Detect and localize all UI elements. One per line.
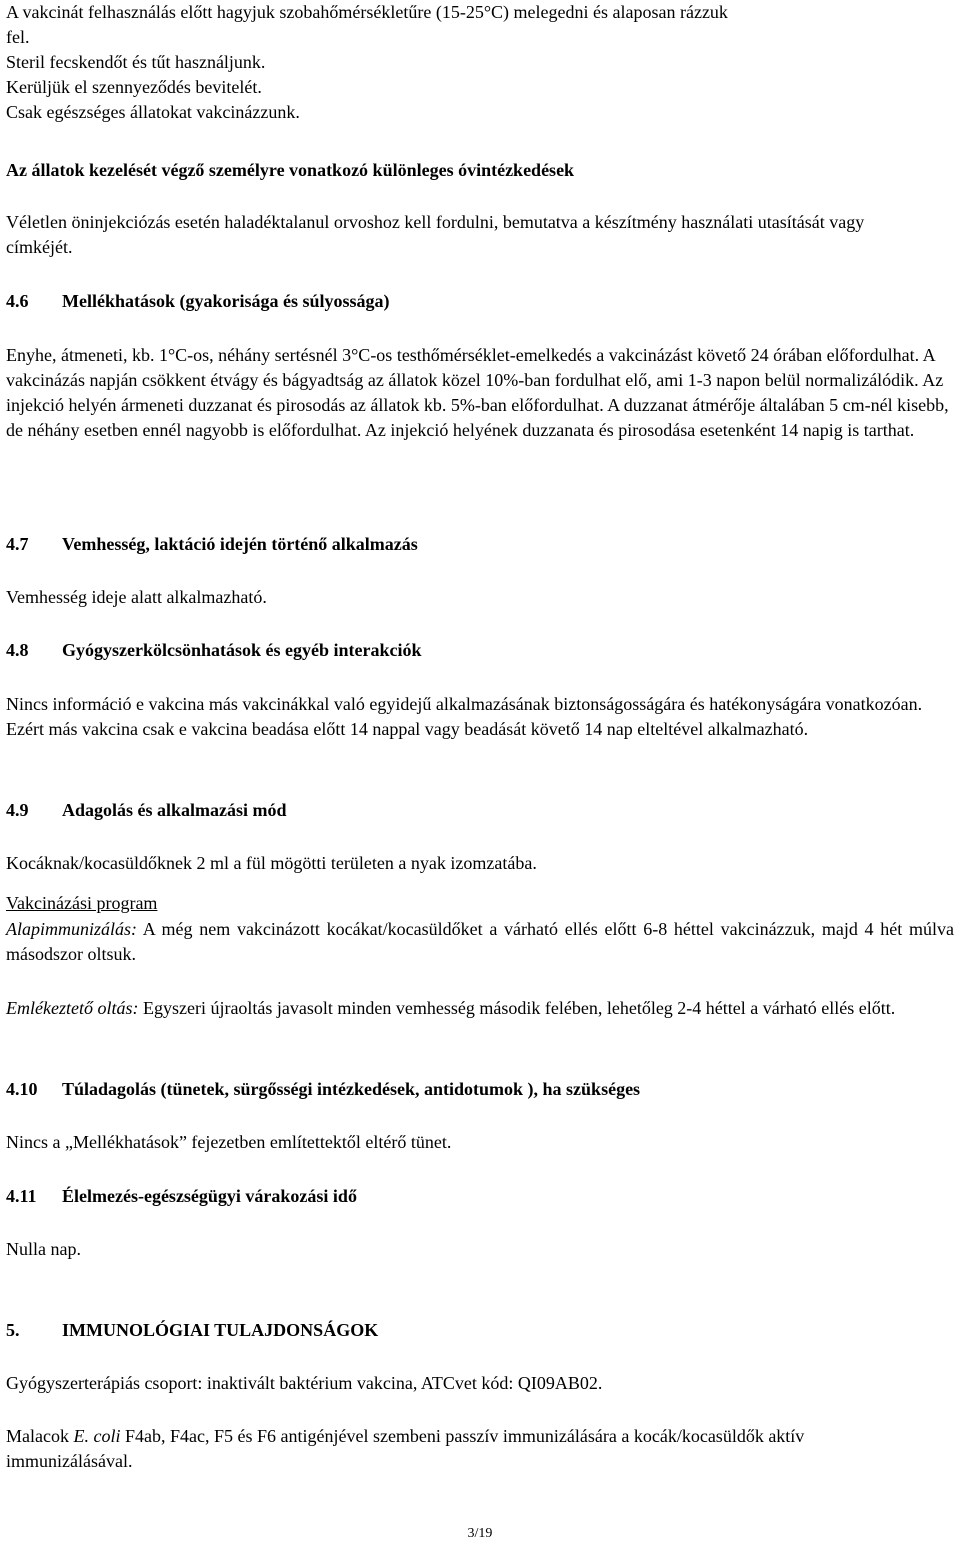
section-title: Mellékhatások (gyakorisága és súlyossága) — [62, 291, 390, 311]
section-number: 4.11 — [6, 1186, 37, 1206]
booster-label: Emlékeztető oltás: — [6, 998, 139, 1018]
section-4-10-heading — [6, 1077, 640, 1102]
section-4-6-heading — [6, 289, 390, 314]
section-number: 5. — [6, 1320, 20, 1340]
intro-block — [6, 0, 954, 125]
section-title: IMMUNOLÓGIAI TULAJDONSÁGOK — [62, 1320, 379, 1340]
section-4-10-text: Nincs a „Mellékhatások” fejezetben említettektől eltérő tünet. — [6, 1132, 452, 1152]
section-title: Élelmezés-egészségügyi várakozási idő — [62, 1186, 357, 1206]
section-5-atc-text: Gyógyszerterápiás csoport: inaktivált baktérium vakcina, ATCvet kód: QI09AB02. — [6, 1373, 603, 1393]
section-4-8-heading — [6, 638, 422, 663]
section-4-6-text: Enyhe, átmeneti, kb. 1°C-os, néhány sertésnél 3°C-os testhőmérséklet-emelkedés a vakcinázást követő 24 órában előfordulhat. A vakcinázás napján csökkent étvágy és bágyadtság az állatok közel 10%-ban fordulhat elő, ami 1-3 napon belül normalizálódik. Az injekció helyén ármeneti duzzanat és pirosodás az állatok kb. 5%-ban előfordulhat. A duzzanat átmérője általában 5 cm-nél kisebb, de néhány esetben ennél nagyobb is előfordulhat. Az injekció helyének duzzanata és pirosodása esetenként 14 napig is tarthat. — [6, 345, 949, 440]
intro-line: Steril fecskendőt és tűt használjunk. — [6, 52, 266, 72]
booster-vaccination — [6, 996, 954, 1021]
operator-heading: Az állatok kezelését végző személyre vonatkozó különleges óvintézkedések — [6, 160, 575, 180]
section-5-heading — [6, 1318, 378, 1343]
section-number: 4.6 — [6, 291, 29, 311]
section-title: Vemhesség, laktáció idején történő alkalmazás — [62, 534, 418, 554]
section-title: Gyógyszerkölcsönhatások és egyéb interakciók — [62, 640, 422, 660]
section-number: 4.9 — [6, 800, 29, 820]
intro-line: Csak egészséges állatokat vakcinázzunk. — [6, 102, 300, 122]
vaccination-program-label: Vakcinázási program — [6, 893, 158, 913]
section-4-7-text: Vemhesség ideje alatt alkalmazható. — [6, 587, 267, 607]
primary-immunization-text: A még nem vakcinázott kocákat/kocasüldőket a várható ellés előtt 6-8 héttel vakcinázzuk, majd 4 hét múlva másodszor oltsuk. — [6, 919, 954, 964]
intro-line: Kerüljük el szennyeződés bevitelét. — [6, 77, 262, 97]
section-number: 4.7 — [6, 534, 29, 554]
intro-line: A vakcinát felhasználás előtt hagyjuk szobahőmérsékletűre (15-25°C) melegedni és alaposan rázzuk — [6, 2, 728, 22]
indication-text-end: F4ab, F4ac, F5 és F6 antigénjével szembeni passzív immunizálására a kocák/kocasüldők aktív immunizálásával. — [6, 1426, 805, 1471]
section-title: Túladagolás (tünetek, sürgősségi intézkedések, antidotumok ), ha szükséges — [62, 1079, 641, 1099]
section-4-11-text: Nulla nap. — [6, 1239, 81, 1259]
section-4-11-heading — [6, 1184, 357, 1209]
section-4-8-text: Nincs információ e vakcina más vakcinákkal való egyidejű alkalmazásának biztonságosságára és hatékonyságára vonatkozóan. Ezért más vakcina csak e vakcina beadása előtt 14 nappal vagy beadását követő 14 nap elteltével alkalmazható. — [6, 694, 923, 739]
primary-immunization-label: Alapimmunizálás: — [6, 919, 138, 939]
indication-organism: E. coli — [73, 1426, 121, 1446]
section-5-indication-text — [6, 1424, 826, 1474]
section-title: Adagolás és alkalmazási mód — [62, 800, 287, 820]
section-number: 4.10 — [6, 1079, 38, 1099]
section-4-9-heading — [6, 798, 287, 823]
section-4-7-heading — [6, 532, 418, 557]
section-4-9-text: Kocáknak/kocasüldőknek 2 ml a fül mögötti területen a nyak izomzatába. — [6, 853, 537, 873]
section-number: 4.8 — [6, 640, 29, 660]
intro-line: fel. — [6, 27, 30, 47]
booster-text: Egyszeri újraoltás javasolt minden vemhesség második felében, lehetőleg 2-4 héttel a várható ellés előtt. — [138, 998, 896, 1018]
primary-immunization — [6, 917, 954, 967]
operator-text: Véletlen öninjekciózás esetén haladéktalanul orvoshoz kell fordulni, bemutatva a készítmény használati utasítását vagy címkéjét. — [6, 212, 865, 257]
page-number: 3/19 — [467, 1526, 493, 1541]
indication-text-start: Malacok — [6, 1426, 74, 1446]
